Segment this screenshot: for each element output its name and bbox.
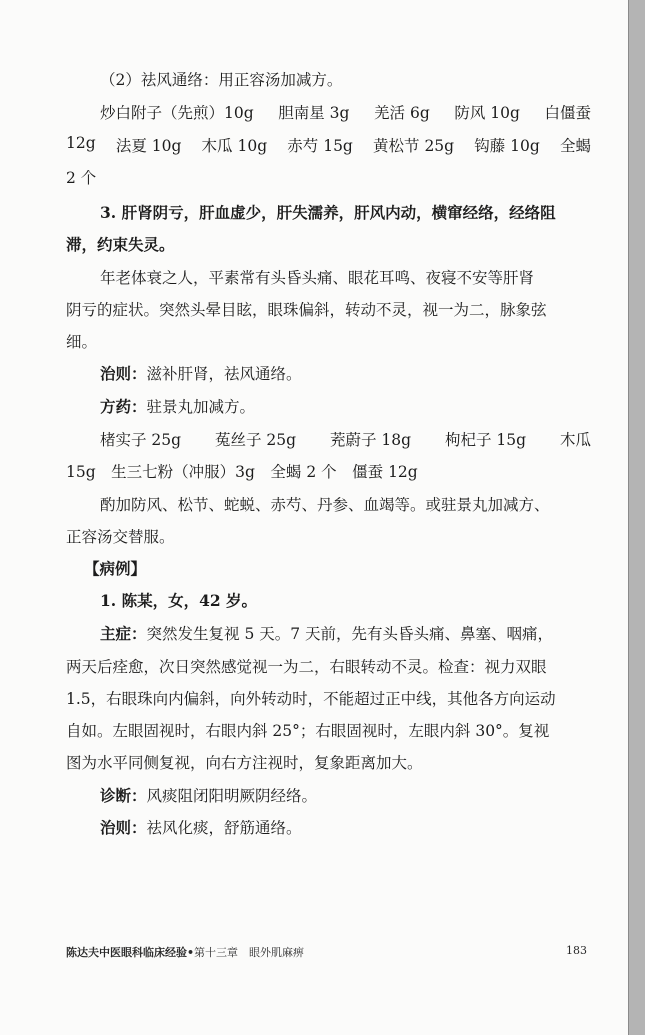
- herb-item: 枸杞子 15g: [444, 431, 527, 449]
- herb-item: 楮实子 25g: [100, 431, 182, 449]
- section-heading-qufeng: （2）祛风通络：用正容汤加减方。: [100, 71, 343, 89]
- label: 诊断：: [100, 786, 147, 805]
- page-number: 183: [566, 944, 587, 957]
- herb-item: 茺蔚子 18g: [329, 431, 412, 449]
- prescription-heading: [100, 395, 625, 417]
- section-heading-3-cont: 滞，约束失灵。: [66, 235, 175, 254]
- herb-item: 法夏 10g: [115, 137, 182, 155]
- chapter-title: 第十三章 眼外肌麻痹: [194, 946, 305, 959]
- herb-item: 菟丝子 25g: [214, 431, 297, 449]
- herb-item: 赤芍 15g: [287, 137, 353, 155]
- label: 治则：: [100, 364, 147, 383]
- value: 滋补肝肾，祛风通络。: [146, 365, 302, 383]
- paragraph-line: 自如。左眼固视时，右眼内斜 25°；右眼固视时，左眼内斜 30°。复视: [66, 722, 550, 740]
- paragraph-line: 年老体衰之人，平素常有头昏头痛、眼花耳鸣、夜寝不安等肝肾: [100, 269, 535, 287]
- herb-item: 胆南星 3g: [278, 104, 350, 122]
- prescription-line-4: [100, 428, 591, 450]
- running-footer: [66, 944, 304, 960]
- herb-item: 木瓜: [559, 431, 591, 449]
- value: 突然发生复视 5 天。7 天前，先有头昏头痛、鼻塞、咽痛，: [146, 625, 554, 643]
- prescription-line-3: 2 个: [66, 169, 97, 187]
- value: 祛风化痰，舒筋通络。: [146, 819, 302, 837]
- treatment-principle-2: [100, 816, 625, 838]
- case-heading: 【病例】: [84, 559, 147, 578]
- value: 驻景丸加减方。: [146, 398, 256, 416]
- herb-item: 木瓜 10g: [201, 137, 268, 155]
- book-title: 陈达夫中医眼科临床经验: [66, 946, 187, 959]
- paragraph-line: 1.5，右眼珠向内偏斜，向外转动时，不能超过正中线，其他各方向运动: [66, 690, 556, 708]
- label: 治则：: [100, 818, 147, 837]
- prescription-line-2: [66, 134, 591, 156]
- case-1-title: 1. 陈某，女，42 岁。: [100, 591, 258, 610]
- paragraph-line: 图为水平同侧复视，向右方注视时，复象距离加大。: [66, 754, 423, 772]
- diagnosis: [100, 784, 625, 806]
- herb-item: 炒白附子（先煎）10g: [100, 104, 254, 122]
- prescription-line-1: [100, 101, 591, 123]
- herb-item: 白僵蚕: [544, 104, 591, 122]
- section-heading-3: 3. 肝肾阴亏，肝血虚少，肝失濡养，肝风内动，横窜经络，经络阻: [100, 203, 556, 222]
- label: 方药：: [100, 397, 147, 416]
- chief-complaint: [100, 622, 625, 644]
- paragraph-line: 细。: [66, 333, 98, 351]
- herb-item: 羌活 6g: [374, 104, 430, 122]
- herb-item: 钩藤 10g: [474, 137, 540, 155]
- herb-item: 12g: [66, 134, 96, 152]
- paragraph-line: 阴亏的症状。突然头晕目眩，眼珠偏斜，转动不灵，视一为二，脉象弦: [66, 301, 547, 319]
- prescription-line-5: 15g 生三七粉（冲服）3g 全蝎 2 个 僵蚕 12g: [66, 463, 418, 481]
- herb-item: 黄松节 25g: [373, 137, 455, 155]
- paragraph-line: 酌加防风、松节、蛇蜕、赤芍、丹参、血竭等。或驻景丸加减方、: [100, 496, 550, 514]
- treatment-principle: [100, 362, 625, 384]
- herb-item: 全蝎: [559, 137, 591, 155]
- paragraph-line: 两天后痊愈，次日突然感觉视一为二，右眼转动不灵。检查：视力双眼: [66, 658, 547, 676]
- value: 风痰阻闭阳明厥阴经络。: [146, 787, 318, 805]
- herb-item: 防风 10g: [454, 104, 520, 122]
- label: 主症：: [100, 624, 147, 643]
- paragraph-line: 正容汤交替服。: [66, 528, 175, 546]
- footer-separator: •: [187, 946, 195, 959]
